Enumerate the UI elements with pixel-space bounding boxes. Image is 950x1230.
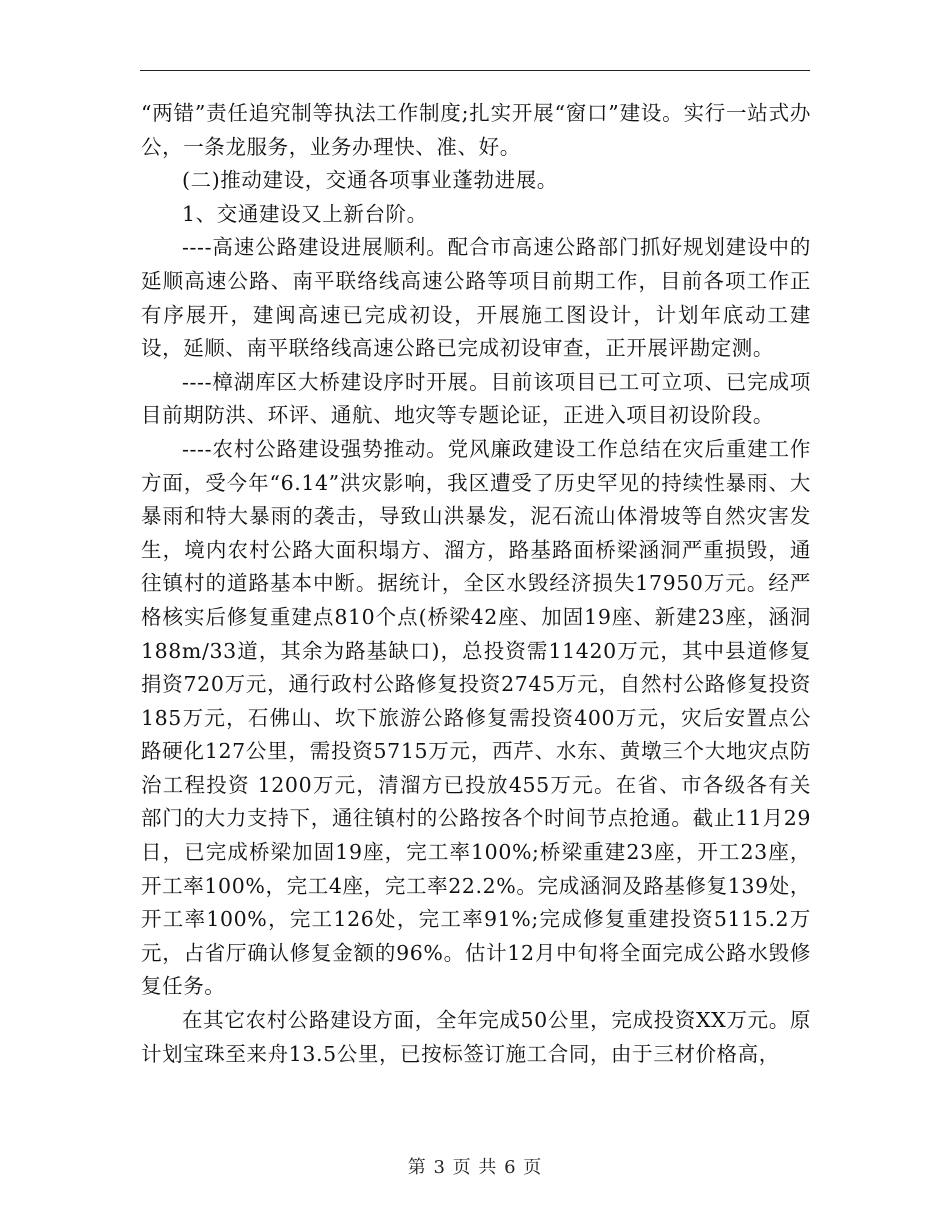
paragraph-other-roads: 在其它农村公路建设方面，全年完成50公里，完成投资XX万元。原计划宝珠至来舟13.5公里，已按标签订施工合同，由于三材价格高，	[141, 1008, 811, 1066]
subsection-heading: 1、交通建设又上新台阶。	[182, 201, 428, 226]
document-body	[141, 97, 811, 1071]
paragraph-bridge: ----樟湖库区大桥建设序时开展。目前该项目已工可立项、已完成项目前期防洪、环评、通航、地灾等专题论证，正进入项目初设阶段。	[141, 369, 811, 428]
header-rule	[140, 70, 810, 71]
paragraph-1: “两错”责任追究制等执法工作制度;扎实开展“窗口”建设。实行一站式办公，一条龙服务，业务办理快、准、好。	[141, 101, 811, 159]
section-heading: (二)推动建设，交通各项事业蓬勃进展。	[182, 168, 558, 193]
page-footer: 第 3 页 共 6 页	[407, 1157, 543, 1178]
paragraph-rural-roads: ----农村公路建设强势推动。党风廉政建设工作总结在灾后重建工作方面，受今年“6.14”洪灾影响，我区遭受了历史罕见的持续性暴雨、大暴雨和特大暴雨的袭击，导致山洪暴发，泥石流山体滑坡等自然灾害发生，境内农村公路大面积塌方、溜方，路基路面桥梁涵洞严重损毁，通往镇村的道路基本中断。据统计，全区水毁经济损失17950万元。经严格核实后修复重建点810个点(桥梁42座、加固19座、新建23座，涵洞188m/33道，其余为路基缺口)，总投资需11420万元，其中县道修复捐资720万元，通行政村公路修复投资2745万元，自然村公路修复投资 185万元，石佛山、坎下旅游公路修复需投资400万元，灾后安置点公路硬化127公里，需投资5715万元，西芹、水东、黄墩三个大地灾点防治工程投资 1200万元，清溜方已投放455万元。在省、市各级各有关部门的大力支持下，通往镇村的公路按各个时间节点抢通。截止11月29日，已完成桥梁加固19座，完工率100%;桥梁重建23座，开工23座，开工率100%，完工4座，完工率22.2%。完成涵洞及路基修复139处，开工率100%，完工126处，完工率91%;完成修复重建投资5115.2万元，占省厅确认修复金额的96%。估计12月中旬将全面完成公路水毁修复任务。	[141, 436, 811, 999]
paragraph-expressway: ----高速公路建设进展顺利。配合市高速公路部门抓好规划建设中的延顺高速公路、南平联络线高速公路等项目前期工作，目前各项工作正有序展开，建闽高速已完成初设，开展施工图设计，计划年底动工建设，延顺、南平联络线高速公路已完成初设审查，正开展评勘定测。	[141, 235, 811, 361]
